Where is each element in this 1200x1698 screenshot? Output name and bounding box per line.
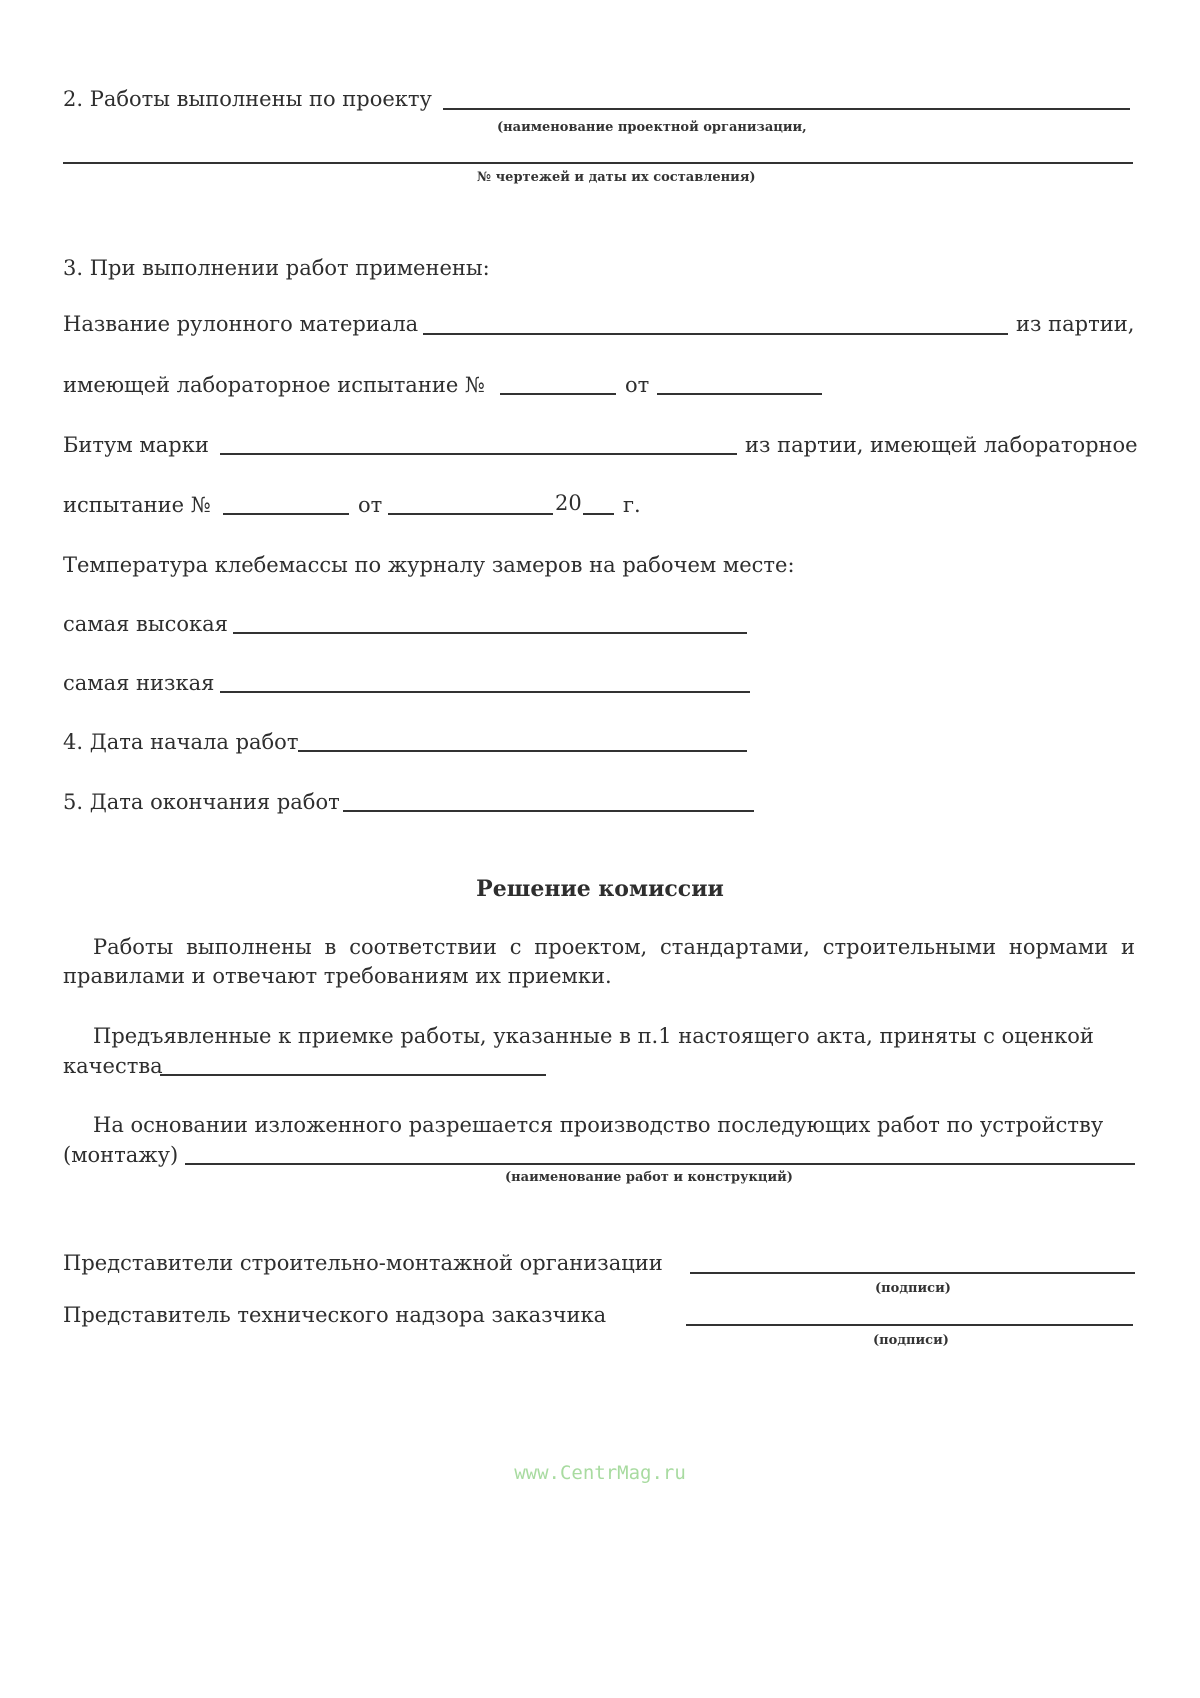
project-org-field[interactable] (443, 108, 1130, 110)
tech-supervision-label: Представитель технического надзора заказчика (63, 1303, 607, 1327)
decision-heading: Решение комиссии (476, 876, 724, 902)
drawings-field[interactable] (63, 162, 1133, 164)
lowest-temp-label: самая низкая (63, 671, 215, 695)
bitumen-label: Битум марки (63, 433, 209, 457)
decision-paragraph-2: Предъявленные к приемке работы, указанные в п.1 настоящего акта, приняты с оценкой (93, 1024, 1094, 1048)
start-date-label: 4. Дата начала работ (63, 730, 299, 754)
lab-test-label: имеющей лабораторное испытание № (63, 373, 485, 397)
end-date-label: 5. Дата окончания работ (63, 790, 340, 814)
quality-label: качества (63, 1054, 163, 1078)
test-number-field[interactable] (223, 513, 349, 515)
year-suffix: г. (623, 493, 641, 517)
tech-signature-hint: (подписи) (873, 1333, 949, 1348)
decision-paragraph-3: На основании изложенного разрешается производство последующих работ по устройству (93, 1113, 1104, 1137)
bitumen-batch-suffix: из партии, имеющей лабораторное (745, 433, 1138, 457)
year-field[interactable] (583, 513, 614, 515)
drawings-hint: № чертежей и даты их составления) (477, 170, 756, 185)
test-number-label: испытание № (63, 493, 211, 517)
decision-paragraph-1: Работы выполнены в соответствии с проектом, стандартами, строительными нормами и правилами и отвечают требованиям их приемки. (63, 935, 1135, 988)
lab-test-number-field[interactable] (500, 393, 616, 395)
end-date-field[interactable] (343, 810, 754, 812)
roll-material-label: Название рулонного материала (63, 312, 419, 336)
project-org-hint: (наименование проектной организации, (497, 120, 807, 135)
lab-test-from-label: от (625, 373, 650, 397)
org-signature-hint: (подписи) (875, 1281, 951, 1296)
test-from-label: от (358, 493, 383, 517)
lab-test-date-field[interactable] (657, 393, 822, 395)
section3-title: 3. При выполнении работ применены: (63, 256, 490, 280)
year-prefix: 20 (555, 491, 582, 515)
org-representatives-label: Представители строительно-монтажной организации (63, 1251, 663, 1275)
bitumen-grade-field[interactable] (220, 453, 737, 455)
org-signature-field[interactable] (690, 1272, 1135, 1274)
quality-field[interactable] (160, 1074, 546, 1076)
highest-temp-field[interactable] (233, 632, 747, 634)
temperature-title: Температура клебемассы по журналу замеров на рабочем месте: (63, 553, 795, 577)
roll-batch-suffix: из партии, (1016, 312, 1135, 336)
section2-label: 2. Работы выполнены по проекту (63, 87, 432, 111)
highest-temp-label: самая высокая (63, 612, 228, 636)
roll-material-field[interactable] (423, 333, 1008, 335)
watermark-text: www.CentrMag.ru (514, 1462, 686, 1484)
start-date-field[interactable] (298, 750, 747, 752)
mount-works-hint: (наименование работ и конструкций) (505, 1170, 793, 1185)
lowest-temp-field[interactable] (220, 691, 750, 693)
mount-works-field[interactable] (185, 1163, 1135, 1165)
tech-signature-field[interactable] (686, 1324, 1133, 1326)
mount-label: (монтажу) (63, 1143, 179, 1167)
test-date-field[interactable] (388, 513, 553, 515)
